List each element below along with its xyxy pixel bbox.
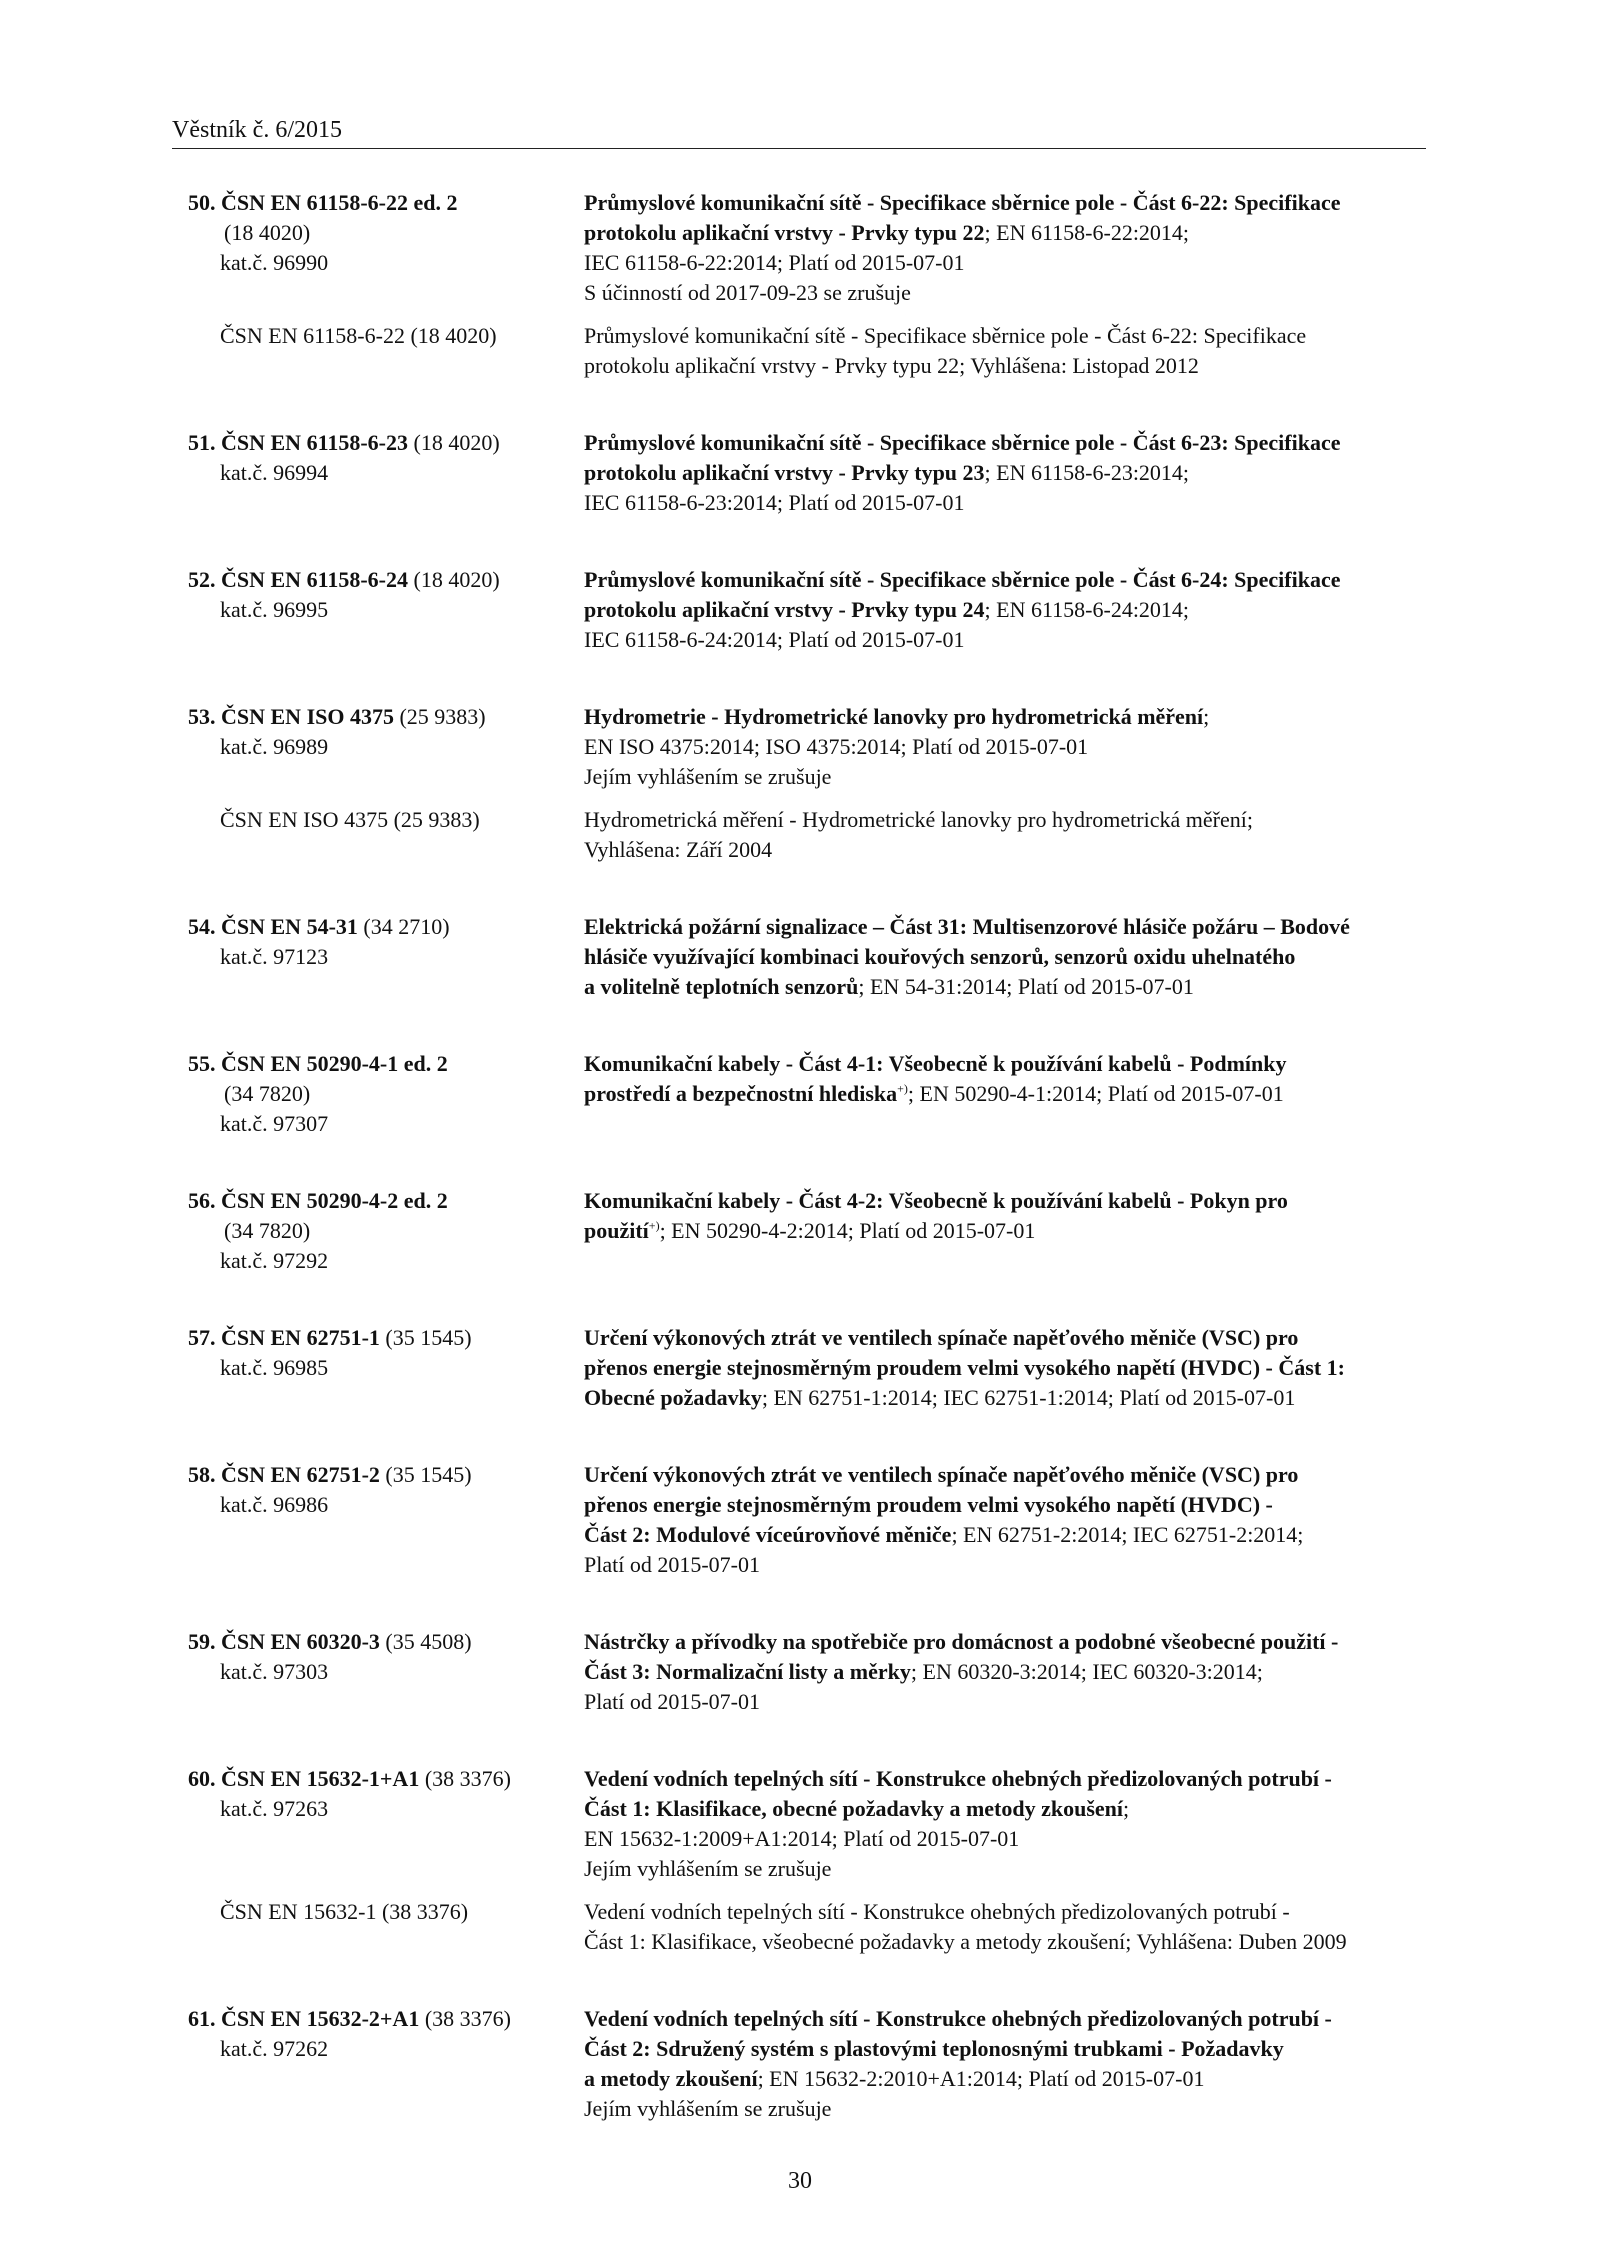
title-line: Vedení vodních tepelných sítí - Konstrukce ohebných předizolovaných potrubí - [584,1766,1332,1791]
standard-designation [172,1460,584,1580]
title-line: Hydrometrie - Hydrometrické lanovky pro hydrometrická měření; [584,704,1210,729]
title-line: Platí od 2015-07-01 [584,1689,760,1714]
standard-designation [172,1764,584,1884]
standard-code: (34 7820) [224,1218,311,1243]
replaced-standard-row [172,805,1432,865]
standards-list [172,188,1432,2171]
standard-entry [172,188,1432,381]
standard-designation [172,428,584,518]
title-line: hlásiče využívající kombinaci kouřových senzorů, senzorů oxidu uhelnatého [584,944,1296,969]
journal-title: Věstník č. 6/2015 [172,117,342,143]
standard-entry [172,1460,1432,1580]
standard-designation [172,702,584,792]
title-line: IEC 61158-6-23:2014; Platí od 2015-07-01 [584,490,965,515]
title-line: EN 15632-1:2009+A1:2014; Platí od 2015-07-01 [584,1826,1020,1851]
title-line: Část 2: Sdružený systém s plastovými teplonosnými trubkami - Požadavky [584,2036,1284,2061]
standard-code: kat.č. 97303 [220,1659,329,1684]
page-header [172,108,1426,149]
replaced-standard-title [584,805,1432,865]
replaced-standard-title [584,1897,1432,1957]
standard-title [584,1186,1432,1276]
standard-title [584,1460,1432,1580]
title-line: Určení výkonových ztrát ve ventilech spínače napěťového měniče (VSC) pro [584,1462,1299,1487]
standard-number: 61. ČSN EN 15632-2+A1 (38 3376) [188,2006,511,2031]
title-line: Průmyslové komunikační sítě - Specifikace sběrnice pole - Část 6-22: Specifikace [584,323,1307,348]
standard-title [584,565,1432,655]
standard-code: kat.č. 96985 [220,1355,329,1380]
standard-title [584,1049,1432,1139]
standard-title [584,1764,1432,1884]
title-line: Průmyslové komunikační sítě - Specifikace sběrnice pole - Část 6-22: Specifikace [584,190,1341,215]
replaced-standard-designation: ČSN EN 15632-1 (38 3376) [220,1899,469,1924]
standard-main-row [172,1460,1432,1580]
standard-code: kat.č. 97307 [220,1111,329,1136]
title-line: přenos energie stejnosměrným proudem velmi vysokého napětí (HVDC) - [584,1492,1273,1517]
standard-entry [172,1627,1432,1717]
standard-number: 59. ČSN EN 60320-3 (35 4508) [188,1629,472,1654]
standard-title [584,2004,1432,2124]
title-line: Průmyslové komunikační sítě - Specifikace sběrnice pole - Část 6-23: Specifikace [584,430,1341,455]
standard-code: (34 7820) [224,1081,311,1106]
title-line: Platí od 2015-07-01 [584,1552,760,1577]
title-line: IEC 61158-6-22:2014; Platí od 2015-07-01 [584,250,965,275]
standard-main-row [172,1323,1432,1413]
standard-main-row [172,1764,1432,1884]
standard-main-row [172,2004,1432,2124]
standard-number: 58. ČSN EN 62751-2 (35 1545) [188,1462,472,1487]
standard-main-row [172,188,1432,308]
standard-entry [172,1323,1432,1413]
standard-number: 50. ČSN EN 61158-6-22 ed. 2 [188,190,458,215]
standard-entry [172,1049,1432,1139]
standard-main-row [172,428,1432,518]
standard-main-row [172,565,1432,655]
title-line: Část 2: Modulové víceúrovňové měniče; EN 62751-2:2014; IEC 62751-2:2014; [584,1522,1304,1547]
standard-designation [172,912,584,1002]
standard-code: kat.č. 96986 [220,1492,329,1517]
title-line: protokolu aplikační vrstvy - Prvky typu 22; Vyhlášena: Listopad 2012 [584,353,1199,378]
standard-designation [172,1323,584,1413]
title-line: Elektrická požární signalizace – Část 31: Multisenzorové hlásiče požáru – Bodové [584,914,1350,939]
standard-title [584,702,1432,792]
standard-number: 56. ČSN EN 50290-4-2 ed. 2 [188,1188,448,1213]
title-line: Obecné požadavky; EN 62751-1:2014; IEC 62751-1:2014; Platí od 2015-07-01 [584,1385,1296,1410]
standard-designation [172,188,584,308]
standard-entry [172,428,1432,518]
standard-number: 51. ČSN EN 61158-6-23 (18 4020) [188,430,500,455]
title-line: prostředí a bezpečnostní hlediska+); EN 50290-4-1:2014; Platí od 2015-07-01 [584,1081,1284,1106]
standard-number: 52. ČSN EN 61158-6-24 (18 4020) [188,567,500,592]
title-line: Vedení vodních tepelných sítí - Konstrukce ohebných předizolovaných potrubí - [584,2006,1332,2031]
replaced-standard-title [584,321,1432,381]
standard-entry [172,912,1432,1002]
title-line: Jejím vyhlášením se zrušuje [584,1856,832,1881]
replaced-standard-row [172,321,1432,381]
title-line: Jejím vyhlášením se zrušuje [584,2096,832,2121]
title-line: Jejím vyhlášením se zrušuje [584,764,832,789]
standard-entry [172,565,1432,655]
standard-designation [172,2004,584,2124]
page-number: 30 [788,2168,812,2194]
title-line: přenos energie stejnosměrným proudem velmi vysokého napětí (HVDC) - Část 1: [584,1355,1345,1380]
standard-title [584,1627,1432,1717]
standard-main-row [172,1186,1432,1276]
title-line: a volitelně teplotních senzorů; EN 54-31:2014; Platí od 2015-07-01 [584,974,1194,999]
title-line: Komunikační kabely - Část 4-1: Všeobecně k používání kabelů - Podmínky [584,1051,1287,1076]
standard-code: kat.č. 97262 [220,2036,329,2061]
title-line: S účinností od 2017-09-23 se zrušuje [584,280,911,305]
title-line: Určení výkonových ztrát ve ventilech spínače napěťového měniče (VSC) pro [584,1325,1299,1350]
title-line: Komunikační kabely - Část 4-2: Všeobecně k používání kabelů - Pokyn pro [584,1188,1288,1213]
standard-code: kat.č. 96990 [220,250,329,275]
title-line: Nástrčky a přívodky na spotřebiče pro domácnost a podobné všeobecné použití - [584,1629,1339,1654]
standard-main-row [172,1627,1432,1717]
replaced-standard-designation: ČSN EN ISO 4375 (25 9383) [220,807,480,832]
title-line: protokolu aplikační vrstvy - Prvky typu 24; EN 61158-6-24:2014; [584,597,1190,622]
standard-designation [172,565,584,655]
standard-designation [172,1186,584,1276]
title-line: Část 3: Normalizační listy a měrky; EN 60320-3:2014; IEC 60320-3:2014; [584,1659,1263,1684]
standard-code: kat.č. 97292 [220,1248,329,1273]
standard-main-row [172,912,1432,1002]
standard-code: kat.č. 97123 [220,944,329,969]
title-line: Hydrometrická měření - Hydrometrické lanovky pro hydrometrická měření; [584,807,1253,832]
title-line: Část 1: Klasifikace, všeobecné požadavky a metody zkoušení; Vyhlášena: Duben 2009 [584,1929,1347,1954]
standard-code: kat.č. 97263 [220,1796,329,1821]
standard-title [584,188,1432,308]
standard-title [584,912,1432,1002]
standard-number: 53. ČSN EN ISO 4375 (25 9383) [188,704,486,729]
standard-entry [172,1186,1432,1276]
title-line: IEC 61158-6-24:2014; Platí od 2015-07-01 [584,627,965,652]
standard-main-row [172,1049,1432,1139]
replaced-standard-row [172,1897,1432,1957]
standard-code: kat.č. 96995 [220,597,329,622]
standard-entry [172,2004,1432,2124]
standard-number: 60. ČSN EN 15632-1+A1 (38 3376) [188,1766,511,1791]
title-line: Vedení vodních tepelných sítí - Konstrukce ohebných předizolovaných potrubí - [584,1899,1290,1924]
standard-code: kat.č. 96994 [220,460,329,485]
standard-title [584,428,1432,518]
standard-designation [172,1627,584,1717]
standard-designation [172,1049,584,1139]
standard-number: 57. ČSN EN 62751-1 (35 1545) [188,1325,472,1350]
standard-code: kat.č. 96989 [220,734,329,759]
title-line: Průmyslové komunikační sítě - Specifikace sběrnice pole - Část 6-24: Specifikace [584,567,1341,592]
title-line: a metody zkoušení; EN 15632-2:2010+A1:2014; Platí od 2015-07-01 [584,2066,1205,2091]
title-line: použití+); EN 50290-4-2:2014; Platí od 2015-07-01 [584,1218,1036,1243]
standard-title [584,1323,1432,1413]
title-line: EN ISO 4375:2014; ISO 4375:2014; Platí od 2015-07-01 [584,734,1089,759]
title-line: protokolu aplikační vrstvy - Prvky typu 22; EN 61158-6-22:2014; [584,220,1190,245]
title-line: Vyhlášena: Září 2004 [584,837,773,862]
footnote-marker: +) [897,1081,908,1096]
standard-entry [172,702,1432,865]
standard-number: 55. ČSN EN 50290-4-1 ed. 2 [188,1051,448,1076]
standard-main-row [172,702,1432,792]
footnote-marker: +) [648,1218,660,1233]
standard-entry [172,1764,1432,1957]
replaced-standard-designation: ČSN EN 61158-6-22 (18 4020) [220,323,497,348]
title-line: Část 1: Klasifikace, obecné požadavky a metody zkoušení; [584,1796,1130,1821]
title-line: protokolu aplikační vrstvy - Prvky typu 23; EN 61158-6-23:2014; [584,460,1190,485]
standard-number: 54. ČSN EN 54-31 (34 2710) [188,914,450,939]
standard-code: (18 4020) [224,220,311,245]
